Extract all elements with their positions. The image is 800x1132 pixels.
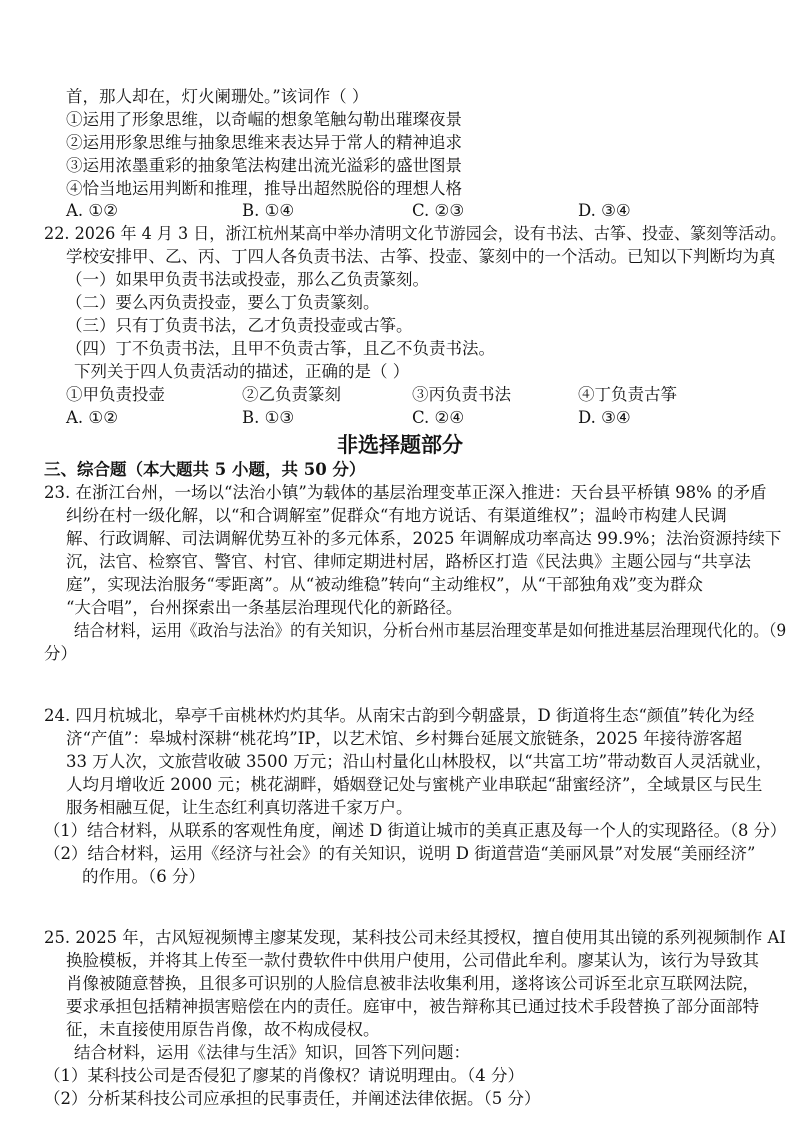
q22-item-2: ②乙负责篆刻 [242,385,341,404]
q22-condition-2: （二）要么丙负责投壶，要么丁负责篆刻。 [66,293,380,312]
q23-line-2: 纠纷在村一级化解，以“和合调解室”促群众“有地方说话、有渠道维权”；温岭市构建人民调 [66,506,727,525]
q24-line-3: 33 万人次，文旅营收破 3500 万元；沿山村量化山林股权，以“共富工坊”带动数百人灵活就业， [66,752,773,771]
q21-stem-end: 首，那人却在，灯火阑珊处。”该词作（ ） [66,87,369,106]
section-3-heading: 三、综合题（本大题共 5 小题，共 50 分） [44,460,366,479]
part-heading: 非选择题部分 [337,432,463,457]
q22-condition-3: （三）只有丁负责书法，乙才负责投壶或古筝。 [66,316,413,335]
q21-item-3: ③运用浓墨重彩的抽象笔法构建出流光溢彩的盛世图景 [66,156,462,175]
q24-sub-2-line-1: （2）结合材料，运用《经济与社会》的有关知识，说明 D 街道营造“美丽风景”对发展“美丽经济” [44,844,756,863]
q22-item-3: ③丙负责书法 [412,385,511,404]
q22-condition-1: （一）如果甲负责书法或投壶，那么乙负责篆刻。 [66,270,429,289]
q25-sub-2: （2）分析某科技公司应承担的民事责任，并阐述法律依据。（5 分） [44,1089,541,1108]
q23-line-6: “大合唱”，台州探索出一条基层治理现代化的新路径。 [66,598,463,617]
q21-option-b: B. ①④ [242,201,295,220]
q21-item-2: ②运用形象思维与抽象思维来表达异于常人的精神追求 [66,133,462,152]
q25-line-1: 25. 2025 年，古风短视频博主廖某发现，某科技公司未经其授权，擅自使用其出镜的系列视频制作 AI [44,928,786,947]
q22-option-b: B. ①③ [242,408,295,427]
q23-task-1: 结合材料，运用《政治与法治》的有关知识，分析台州市基层治理变革是如何推进基层治理现代化的。（9 [74,621,787,640]
q25-line-2: 换脸模板，并将其上传至一款付费软件中供用户使用，公司借此牟利。廖某认为，该行为导致其 [66,951,759,970]
q22-stem-2: 学校安排甲、乙、丙、丁四人各负责书法、古筝、投壶、篆刻中的一个活动。已知以下判断均为真 [66,247,776,266]
q22-item-4: ④丁负责古筝 [578,385,677,404]
q21-option-d: D. ③④ [578,201,631,220]
q23-line-3: 解、行政调解、司法调解优势互补的多元体系，2025 年调解成功率高达 99.9%；法治资源持续下 [66,529,782,548]
q21-option-a: A. ①② [66,201,118,220]
q22-question: 下列关于四人负责活动的描述，正确的是（ ） [74,362,410,381]
q22-condition-4: （四）丁不负责书法，且甲不负责古筝，且乙不负责书法。 [66,339,495,358]
q23-line-4: 沉，法官、检察官、警官、村官、律师定期进村居，路桥区打造《民法典》主题公园与“共享法 [66,552,751,571]
q25-line-5: 征，未直接使用原告肖像，故不构成侵权。 [66,1020,380,1039]
q23-line-1: 23. 在浙江台州，一场以“法治小镇”为载体的基层治理变革正深入推进：天台县平桥镇 98% 的矛盾 [44,483,767,502]
q21-option-c: C. ②③ [412,201,465,220]
q21-item-1: ①运用了形象思维，以奇崛的想象笔触勾勒出璀璨夜景 [66,110,462,129]
q22-option-c: C. ②④ [412,408,465,427]
q22-item-1: ①甲负责投壶 [66,385,165,404]
q24-line-5: 服务相融互促，让生态红利真切落进千家万户。 [66,798,413,817]
q22-option-a: A. ①② [66,408,118,427]
q24-line-2: 济“产值”：皋城村深耕“桃花坞”IP，以艺术馆、乡村舞台延展文旅链条，2025 年接待游客超 [66,729,743,748]
q23-task-2: 分） [44,644,77,663]
q23-line-5: 庭”，实现法治服务“零距离”。从“被动维稳”转向“主动维权”，从“干部独角戏”变为群众 [66,575,703,594]
q21-item-4: ④恰当地运用判断和推理，推导出超然脱俗的理想人格 [66,179,462,198]
q25-task: 结合材料，运用《法律与生活》知识，回答下列问题： [74,1043,470,1062]
q24-line-4: 人均月增收近 2000 元；桃花湖畔，婚姻登记处与蜜桃产业串联起“甜蜜经济”，全域景区与民生 [66,775,763,794]
q25-sub-1: （1）某科技公司是否侵犯了廖某的肖像权？请说明理由。（4 分） [44,1066,524,1085]
q25-line-4: 要求承担包括精神损害赔偿在内的责任。庭审中，被告辩称其已通过技术手段替换了部分面部特 [66,997,759,1016]
q24-sub-2-line-2: 的作用。（6 分） [82,867,205,886]
q22-stem-1: 22. 2026 年 4 月 3 日，浙江杭州某高中举办清明文化节游园会，设有书法、古筝、投壶、篆刻等活动。 [44,224,787,243]
q22-option-d: D. ③④ [578,408,631,427]
q25-line-3: 肖像被随意替换，且很多可识别的人脸信息被非法收集利用，遂将该公司诉至北京互联网法院， [66,974,759,993]
q24-line-1: 24. 四月杭城北，皋亭千亩桃林灼灼其华。从南宋古韵到今朝盛景，D 街道将生态“颜值”转化为经 [44,706,755,725]
q24-sub-1: （1）结合材料，从联系的客观性角度，阐述 D 街道让城市的美真正惠及每一个人的实现路径。（8 分） [44,821,787,840]
